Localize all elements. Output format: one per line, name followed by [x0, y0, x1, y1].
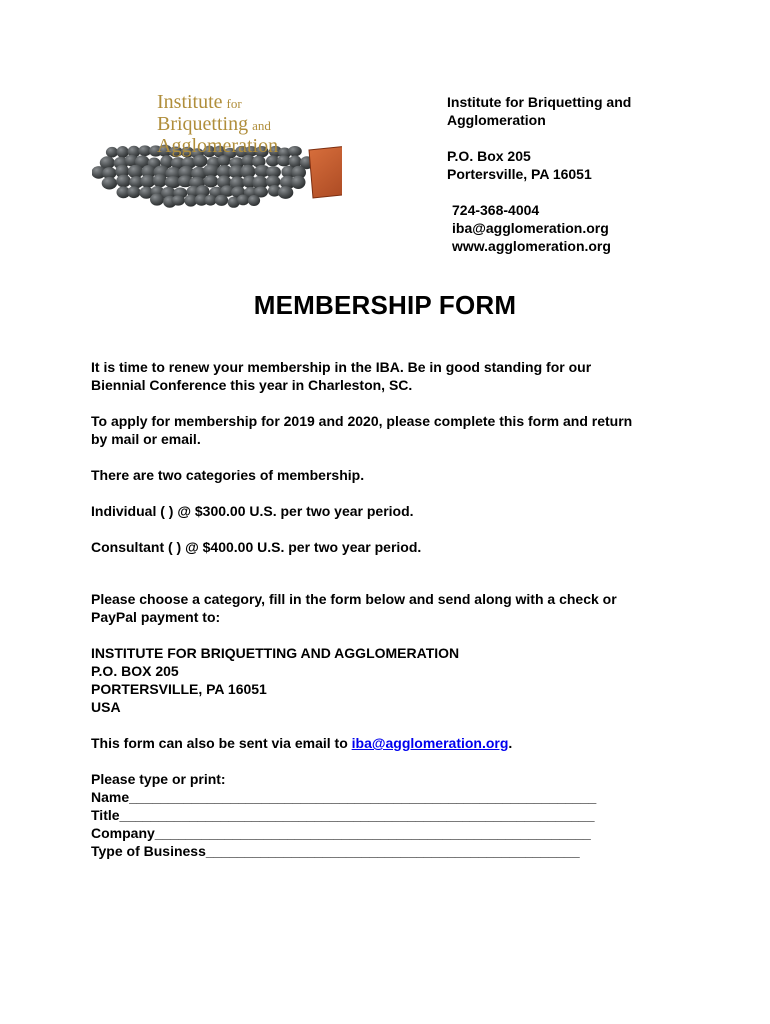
pellet-shape — [248, 195, 260, 206]
form-body — [91, 358, 691, 860]
phone-number: 724-368-4004 — [452, 202, 540, 218]
pellet-shape — [106, 147, 118, 158]
name-field[interactable]: Name____________________________________________________________ — [91, 789, 597, 805]
email-note — [91, 734, 691, 752]
org-name-line1: Institute for Briquetting and — [447, 94, 632, 110]
iba-logo — [92, 80, 342, 210]
header-address-block — [447, 93, 631, 255]
mailing-po-box: P.O. BOX 205 — [91, 663, 179, 679]
title-field[interactable]: Title_____________________________________________________________ — [91, 807, 595, 823]
choose-text-line1: Please choose a category, fill in the form below and send along with a check or — [91, 591, 617, 607]
org-name-line2: Agglomeration — [447, 112, 546, 128]
renew-text-line2: Biennial Conference this year in Charleston, SC. — [91, 377, 413, 393]
choose-text-line2: PayPal payment to: — [91, 609, 221, 625]
consultant-option[interactable]: Consultant ( ) @ $400.00 U.S. per two year period. — [91, 539, 422, 555]
email-link[interactable]: iba@agglomeration.org — [351, 735, 509, 751]
individual-option[interactable]: Individual ( ) @ $300.00 U.S. per two year period. — [91, 503, 414, 519]
mailing-name: INSTITUTE FOR BRIQUETTING AND AGGLOMERATION — [91, 645, 460, 661]
pellet-shape — [288, 146, 302, 156]
email-note-suffix: . — [508, 735, 513, 751]
apply-text-line1: To apply for membership for 2019 and 2020, please complete this form and return — [91, 413, 633, 429]
pellet-shape — [204, 195, 216, 206]
pellet-shape — [172, 195, 185, 205]
apply-text-line2: by mail or email. — [91, 431, 201, 447]
categories-text: There are two categories of membership. — [91, 467, 365, 483]
pellet-shape — [127, 186, 140, 198]
pellet-shape — [215, 195, 228, 206]
logo-word-agglomeration: Agglomeration — [157, 135, 279, 157]
pellet-shape — [278, 186, 293, 199]
mailing-country: USA — [91, 699, 121, 715]
logo-word-institute: Institute — [157, 91, 223, 113]
pellet-shape — [102, 177, 117, 190]
city-state-zip: Portersville, PA 16051 — [447, 166, 592, 182]
logo-word-briquetting: Briquetting — [157, 113, 249, 135]
mailing-city: PORTERSVILLE, PA 16051 — [91, 681, 267, 697]
contact-email: iba@agglomeration.org — [452, 220, 609, 236]
pellet-shape — [291, 176, 305, 189]
email-note-prefix: This form can also be sent via email to — [91, 735, 352, 751]
logo-word-for: for — [226, 96, 242, 111]
po-box: P.O. Box 205 — [447, 148, 531, 164]
website: www.agglomeration.org — [452, 238, 611, 254]
pellet-shape — [117, 146, 129, 158]
business-type-field[interactable]: Type of Business________________________________________________ — [91, 843, 580, 859]
pellet-shape — [153, 174, 167, 187]
renew-text-line1: It is time to renew your membership in the IBA. Be in good standing for our — [91, 359, 592, 375]
pellet-shape — [116, 175, 131, 188]
logo-word-and: and — [252, 118, 271, 133]
pellet-shape — [150, 193, 164, 205]
logo-wordmark — [157, 92, 278, 158]
company-field[interactable]: Company________________________________________________________ — [91, 825, 591, 841]
pellet-shape — [237, 195, 249, 206]
print-instruction: Please type or print: — [91, 771, 226, 787]
pellet-shape — [204, 175, 219, 187]
page-title: MEMBERSHIP FORM — [253, 290, 517, 320]
